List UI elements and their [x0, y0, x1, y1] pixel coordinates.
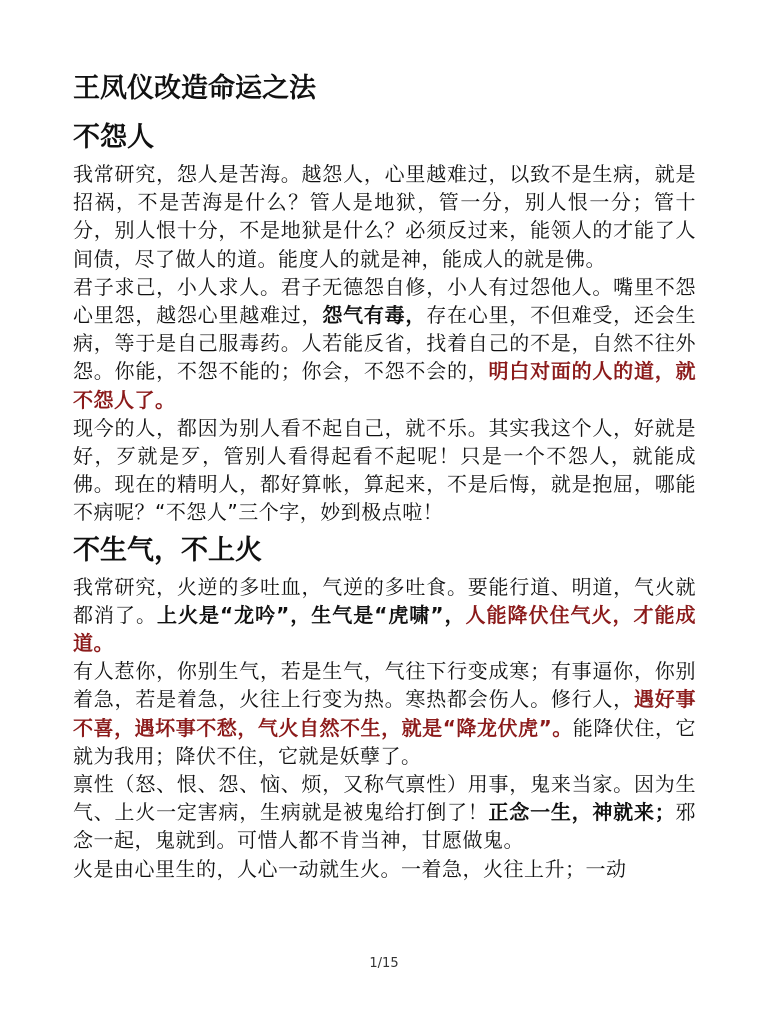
- text-run: 我常研究，火逆的多吐血，气逆的多吐食。要能行道、明道，气火就都消了。: [73, 574, 696, 627]
- document-title: 王凤仪改造命运之法: [73, 73, 316, 104]
- text-run: 邪念一起，鬼就到。可惜人都不肯当神，甘愿做鬼。: [73, 800, 697, 853]
- text-run: 能降伏住，它就为我用；降伏不住，它就是妖孽了。: [73, 715, 696, 768]
- text-run: 禀性（怒、恨、怨、恼、烦，又称气禀性）用事，鬼来当家。因为生气、上火一定害病，生病就是被鬼给打倒了！: [73, 772, 696, 825]
- text-run: 火是由心里生的，人心一动就生火。一着急，火往上升；一动: [73, 856, 627, 881]
- paragraph: [73, 573, 696, 658]
- highlighted-text: 遇好事不喜，遇坏事不愁，气火自然不生，就是“降龙伏虎”。: [73, 687, 697, 740]
- paragraph: [73, 657, 696, 770]
- bold-text: 上火是“龙吟”，生气是“虎啸”，: [157, 602, 466, 627]
- text-run: 有人惹你，你别生气，若是生气，气往下行变成寒；有事逼你，你别着急，若是着急，火往上行变为热。寒热都会伤人。修行人，: [73, 659, 696, 712]
- bold-text: 怨气有毒，: [322, 303, 427, 328]
- text-run: 君子求己，小人求人。君子无德怨自修，小人有过怨他人。嘴里不怨心里怨，越怨心里越难过，: [73, 274, 696, 328]
- text-run: 现今的人，都因为别人看不起自己，就不乐。其实我这个人，好就是好，歹就是歹，管别人看得起看不起呢！只是一个不怨人，就能成佛。现在的精明人，都好算帐，算起来，不是后悔，就是抱屈，哪能不病呢？“不怨人”三个字，妙到极点啦！: [73, 415, 696, 525]
- document-body: [73, 120, 696, 883]
- paragraph: [73, 414, 696, 527]
- highlighted-text: 人能降伏住气火，才能成道。: [73, 602, 697, 656]
- text-run: 存在心里，不但难受，还会生病，等于是自己服毒药。人若能反省，找着自己的不是，自然不往外怨。你能，不怨不能的；你会，不怨不会的，: [73, 303, 697, 384]
- highlighted-text: 明白对面的人的道，就不怨人了。: [73, 359, 697, 412]
- paragraph: [73, 273, 696, 414]
- section-heading: 不生气，不上火: [73, 534, 262, 566]
- paragraph: [73, 855, 696, 883]
- section-heading: 不怨人: [73, 122, 154, 153]
- bold-text: 正念一生，神就来；: [488, 800, 676, 825]
- paragraph: [73, 770, 696, 855]
- paragraph: [73, 160, 696, 273]
- page-number: 1/15: [369, 956, 399, 971]
- text-run: 我常研究，怨人是苦海。越怨人，心里越难过，以致不是生病，就是招祸，不是苦海是什么？管人是地狱，管一分，别人恨一分；管十分，别人恨十分，不是地狱是什么？必须反过来，能领人的才能了人间债，尽了做人的道。能度人的就是神，能成人的就是佛。: [73, 162, 696, 271]
